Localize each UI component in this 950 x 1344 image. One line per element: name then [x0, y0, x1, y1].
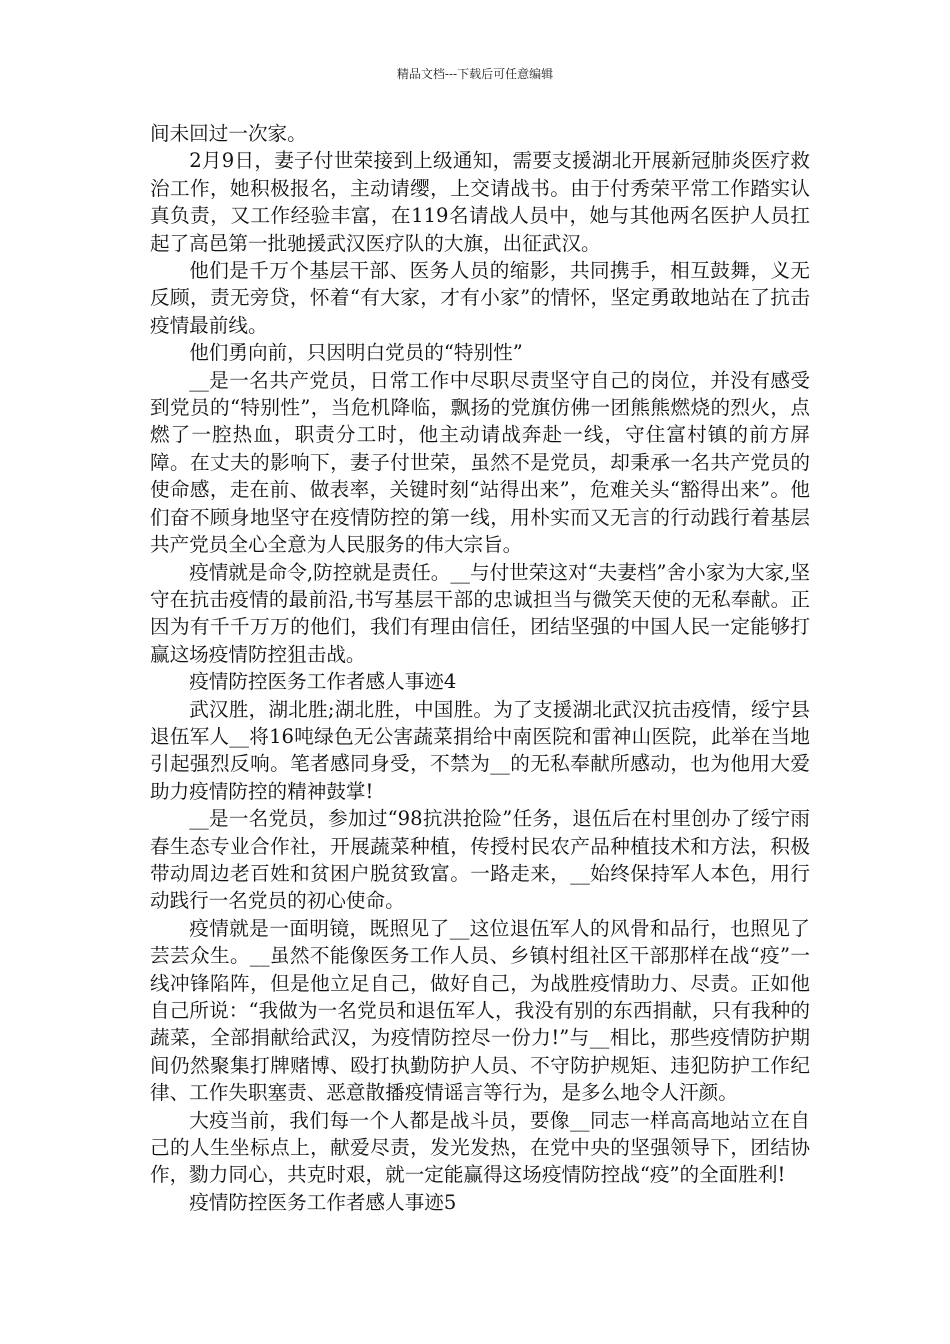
- paragraph: 疫情就是一面明镜，既照见了__这位退伍军人的风骨和品行，也照见了芸芸众生。__虽然不能像医务工作人员、乡镇村组社区干部那样在战“疫”一线冲锋陷阵，但是他立足自己，做好自己，为战胜疫情助力、尽责。正如他自己所说：“我做为一名党员和退伍军人，我没有别的东西捐献，只有我种的蔬菜，全部捐献给武汉，为疫情防控尽一份力!”与__相比，那些疫情防护期间仍然聚集打牌赌博、殴打执勤防护人员、不守防护规矩、违犯防护工作纪律、工作失职塞责、恶意散播疫情谣言等行为，是多么地令人汗颜。: [150, 916, 810, 1105]
- section-heading: 他们勇向前，只因明白党员的“特别性”: [189, 341, 523, 365]
- paragraph: 2月9日，妻子付世荣接到上级通知，需要支援湖北开展新冠肺炎医疗救治工作，她积极报名，主动请缨，上交请战书。由于付秀荣平常工作踏实认真负责，又工作经验丰富，在119名请战人员中，她与其他两名医护人员扛起了高邑第一批驰援武汉医疗队的大旗，出征武汉。: [150, 149, 810, 255]
- paragraph: __是一名共产党员，日常工作中尽职尽责坚守自己的岗位，并没有感受到党员的“特别性”，当危机降临，飘扬的党旗仿佛一团熊熊燃烧的烈火，点燃了一腔热血，职责分工时，他主动请战奔赴一线，守住富村镇的前方屏障。在丈夫的影响下，妻子付世荣，虽然不是党员，却秉承一名共产党员的使命感，走在前、做表率，关键时刻“站得出来”，危难关头“豁得出来”。他们奋不顾身地坚守在疫情防控的第一线，用朴实而又无言的行动践行着基层共产党员全心全意为人民服务的伟大宗旨。: [150, 368, 810, 557]
- paragraph: 他们是千万个基层干部、医务人员的缩影，共同携手，相互鼓舞，义无反顾，责无旁贷，怀着“有大家，才有小家”的情怀，坚定勇敢地站在了抗击疫情最前线。: [150, 259, 810, 337]
- paragraph: 疫情就是命令,防控就是责任。__与付世荣这对“夫妻档”舍小家为大家,坚守在抗击疫情的最前沿,书写基层干部的忠诚担当与微笑天使的无私奉献。正因为有千千万万的他们，我们有理由信任，团结坚强的中国人民一定能够打赢这场疫情防控狙击战。: [150, 560, 810, 666]
- paragraph: 大疫当前，我们每一个人都是战斗员，要像__同志一样高高地站立在自己的人生坐标点上，献爱尽责，发光发热，在党中央的坚强领导下，团结协作，勠力同心，共克时艰，就一定能赢得这场疫情防控战“疫”的全面胜利!: [150, 1108, 810, 1187]
- section-heading: 疫情防控医务工作者感人事迹5: [189, 1190, 457, 1214]
- section-heading: 疫情防控医务工作者感人事迹4: [189, 670, 457, 694]
- page-header: 精品文档---下载后可任意编辑: [396, 67, 554, 81]
- paragraph: 武汉胜，湖北胜;湖北胜，中国胜。为了支援湖北武汉抗击疫情，绥宁县退伍军人__将16吨绿色无公害蔬菜捐给中南医院和雷神山医院，此举在当地引起强烈反响。笔者感同身受，不禁为__的无私奉献所感动，也为他用大爱助力疫情防控的精神鼓掌!: [150, 697, 810, 803]
- paragraph: __是一名党员，参加过“98抗洪抢险”任务，退伍后在村里创办了绥宁雨春生态专业合作社，开展蔬菜种植，传授村民农产品种植技术和方法，积极带动周边老百姓和贫困户脱贫致富。一路走来，__始终保持军人本色，用行动践行一名党员的初心使命。: [150, 807, 810, 913]
- paragraph: 间未回过一次家。: [150, 122, 307, 145]
- document-body: [150, 120, 810, 1216]
